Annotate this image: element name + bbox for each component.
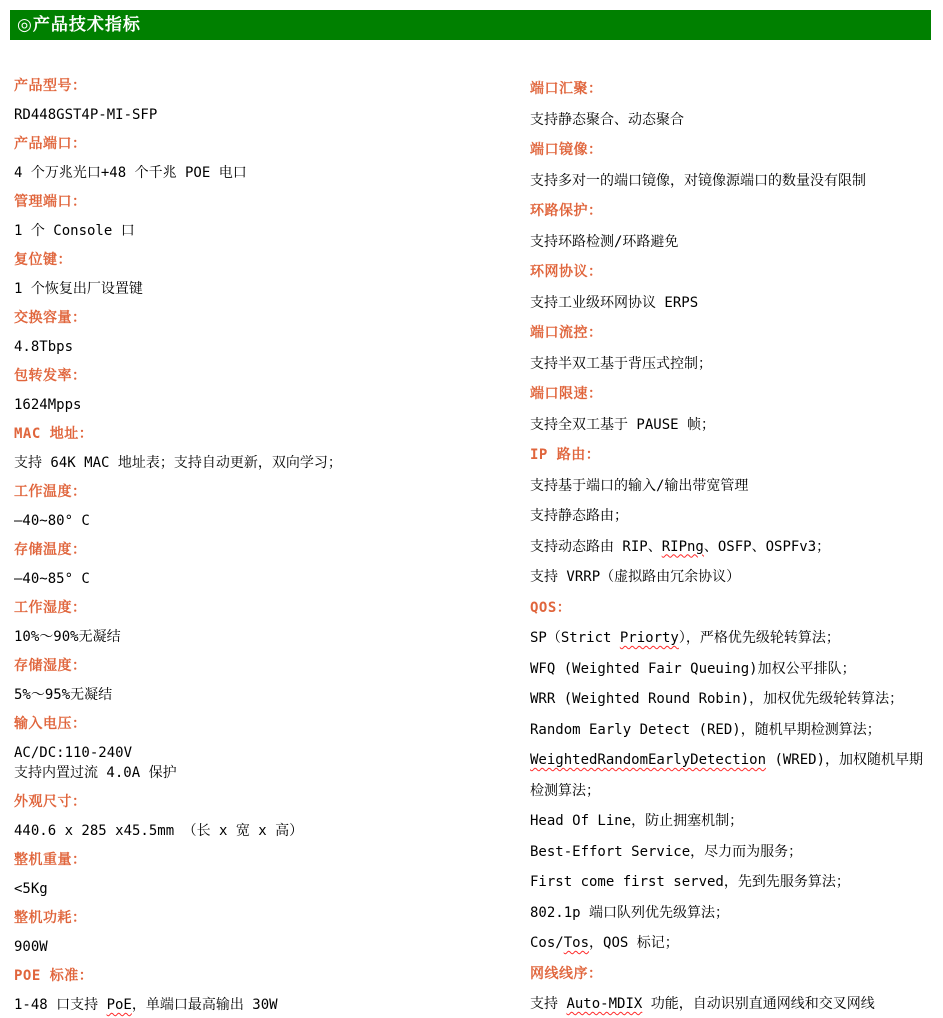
spec-value: Head Of Line，防止拥塞机制； <box>530 813 744 829</box>
spec-heading: 端口限速： <box>530 386 603 402</box>
spec-value: AC/DC:110-240V 支持内置过流 4.0A 保护 <box>14 745 177 781</box>
spec-heading: 复位键： <box>14 252 72 268</box>
spellcheck-marked-word: Priorty <box>619 630 679 646</box>
spec-value: 支持 VRRP（虚拟路由冗余协议） <box>530 569 741 585</box>
page-title: ◎产品技术指标 <box>17 15 141 35</box>
spec-heading: 包转发率： <box>14 368 87 384</box>
spec-value: 支持环路检测/环路避免 <box>530 233 679 250</box>
spec-value: 10%～90%无凝结 <box>14 629 121 645</box>
spec-heading: 工作湿度： <box>14 600 87 616</box>
spec-value: Cos/Tos，QOS 标记； <box>530 935 679 951</box>
spec-heading: 环网协议： <box>530 264 603 280</box>
spec-heading: 整机功耗： <box>14 910 87 926</box>
spec-value: 支持静态聚合、动态聚合 <box>530 111 684 128</box>
spec-value: First come first served，先到先服务算法； <box>530 874 850 890</box>
spec-value: Random Early Detect (RED)，随机早期检测算法； <box>530 721 881 738</box>
spec-value: 1 个恢复出厂设置键 <box>14 281 143 297</box>
spec-heading: 工作温度： <box>14 484 87 500</box>
spec-heading: 存储温度： <box>14 542 87 558</box>
spec-value: SP（Strict Priorty），严格优先级轮转算法； <box>530 630 840 646</box>
spec-value: <5Kg <box>14 881 48 897</box>
spec-value: 4 个万兆光口+48 个千兆 POE 电口 <box>14 165 247 181</box>
spec-value: 支持动态路由 RIP、RIPng、OSFP、OSPFv3； <box>530 538 831 555</box>
spec-heading: 管理端口： <box>14 194 87 210</box>
spec-value: WFQ (Weighted Fair Queuing)加权公平排队； <box>530 660 856 677</box>
spellcheck-marked-word: Auto-MDIX <box>566 996 643 1012</box>
spec-heading: QOS： <box>530 599 572 616</box>
spec-value: 支持静态路由； <box>530 508 628 524</box>
spec-heading: IP 路由： <box>530 447 601 463</box>
spec-value: 支持 64K MAC 地址表；支持自动更新，双向学习； <box>14 455 342 471</box>
spellcheck-marked-word: PoE <box>106 997 132 1013</box>
spec-heading: 存储湿度： <box>14 658 87 674</box>
spec-value: —40~85° C <box>14 571 90 587</box>
spec-heading: 网线线序： <box>530 965 603 982</box>
spec-column-right <box>530 79 938 1018</box>
spec-value: 检测算法； <box>530 782 600 799</box>
spec-value: 支持全双工基于 PAUSE 帧； <box>530 416 716 433</box>
spec-value: 1 个 Console 口 <box>14 223 135 239</box>
spec-value: 支持 Auto-MDIX 功能，自动识别直通网线和交叉网线 <box>530 996 875 1012</box>
spec-value: 802.1p 端口队列优先级算法； <box>530 904 730 921</box>
spec-value: 900W <box>14 939 48 955</box>
spellcheck-marked-word: Tos <box>563 935 590 951</box>
spec-value: 1-48 口支持 PoE，单端口最高输出 30W <box>14 997 278 1013</box>
spec-heading: 环路保护： <box>530 203 603 219</box>
spec-heading: 输入电压： <box>14 716 87 732</box>
spec-value: 支持工业级环网协议 ERPS <box>530 294 699 311</box>
spec-value: Best-Effort Service，尽力而为服务； <box>530 843 803 860</box>
section-header-bar <box>10 10 931 40</box>
spec-value: 4.8Tbps <box>14 339 74 355</box>
spec-value: 1624Mpps <box>14 397 82 413</box>
spec-heading: MAC 地址： <box>14 426 94 442</box>
spec-heading: 端口镜像： <box>530 142 603 158</box>
spec-heading: POE 标准： <box>14 968 94 984</box>
spec-column-left <box>14 76 499 1018</box>
spellcheck-marked-word: RIPng <box>661 538 704 555</box>
spec-heading: 交换容量： <box>14 310 87 326</box>
spec-heading: 外观尺寸： <box>14 794 87 810</box>
spec-value: —40~80° C <box>14 513 90 529</box>
spec-value: 支持多对一的端口镜像，对镜像源端口的数量没有限制 <box>530 172 866 189</box>
spellcheck-marked-word: WeightedRandomEarlyDetection <box>530 752 767 768</box>
spec-heading: 产品型号： <box>14 78 87 94</box>
spec-value: RD448GST4P-MI-SFP <box>14 107 158 123</box>
spec-value: 5%～95%无凝结 <box>14 687 113 703</box>
spec-value: 440.6 x 285 x45.5mm （长 x 宽 x 高） <box>14 823 304 839</box>
spec-heading: 整机重量： <box>14 852 87 868</box>
spec-value: WeightedRandomEarlyDetection (WRED)，加权随机早期 <box>530 752 924 768</box>
spec-value: WRR (Weighted Round Robin)，加权优先级轮转算法； <box>530 691 904 707</box>
spec-value: 支持半双工基于背压式控制； <box>530 355 712 372</box>
spec-value: 支持基于端口的输入/输出带宽管理 <box>530 477 749 494</box>
spec-heading: 端口流控： <box>530 325 603 341</box>
spec-heading: 端口汇聚： <box>530 81 603 97</box>
spec-heading: 产品端口： <box>14 136 87 152</box>
